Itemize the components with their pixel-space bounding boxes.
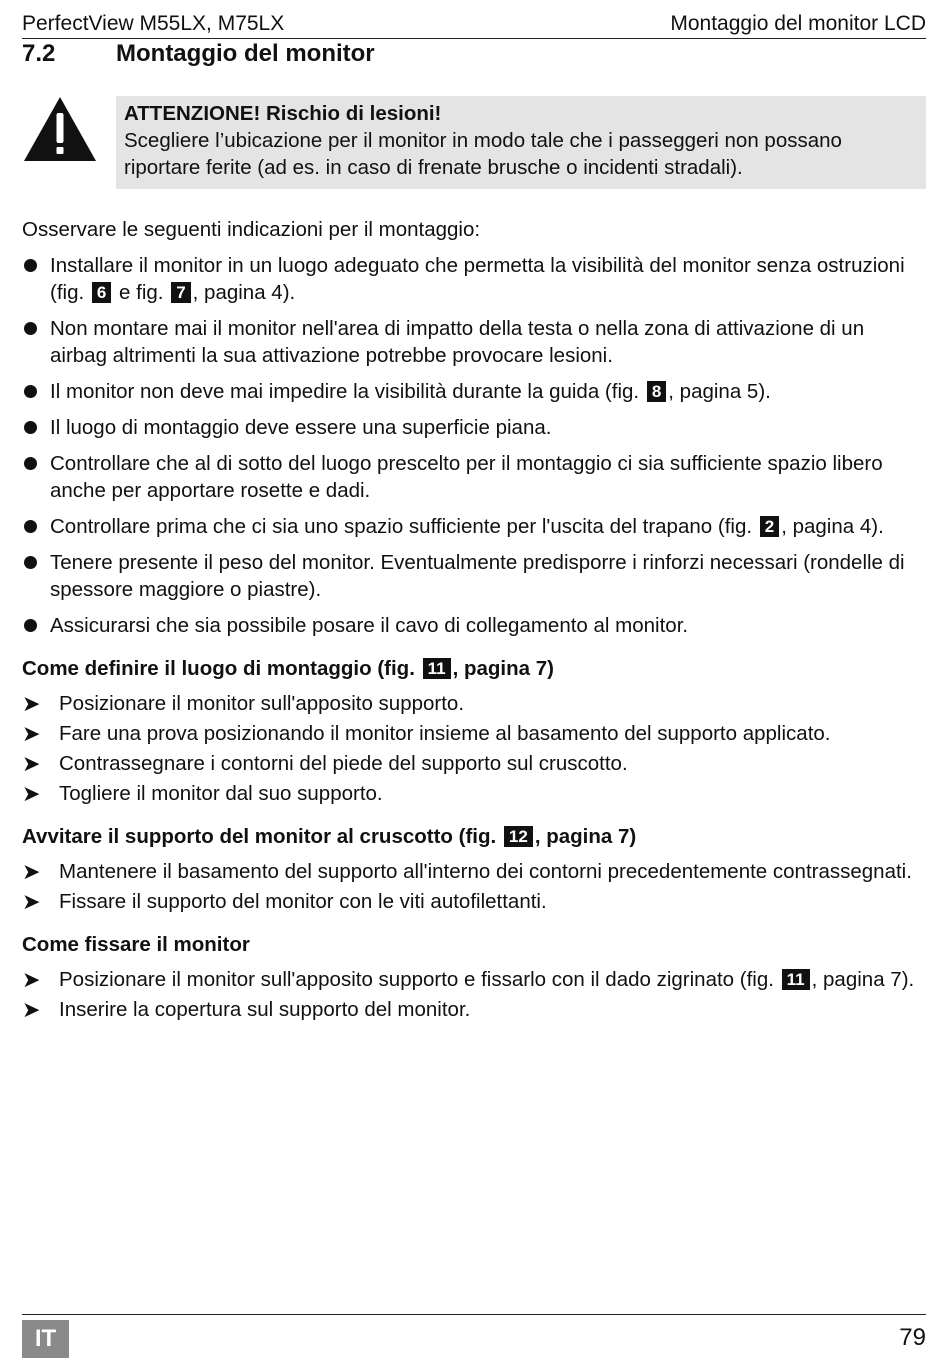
- arrow-icon: ➤: [22, 859, 41, 884]
- step-item: [22, 858, 926, 885]
- figure-reference: 11: [782, 969, 810, 990]
- text-segment: Assicurarsi che sia possibile posare il cavo di collegamento al monitor.: [50, 614, 689, 637]
- warning-triangle-icon: [22, 95, 98, 163]
- step-item: [22, 750, 926, 777]
- text-segment: Mantenere il basamento del supporto all'interno dei contorni precedentemente contrassegnati.: [59, 860, 912, 883]
- figure-reference: 6: [92, 282, 111, 303]
- arrow-icon: ➤: [22, 781, 41, 806]
- text-segment: Controllare che al di sotto del luogo prescelto per il montaggio ci sia sufficiente spazio libero anche per apportare rosette e dadi.: [50, 452, 883, 502]
- step-item: [22, 780, 926, 807]
- section-heading: Montaggio del monitor: [116, 40, 375, 67]
- text-segment: Fissare il supporto del monitor con le viti autofilettanti.: [59, 890, 547, 913]
- subsection-heading: [22, 823, 926, 850]
- text-segment: Fare una prova posizionando il monitor insieme al basamento del supporto applicato.: [59, 722, 831, 745]
- text-segment: Posizionare il monitor sull'apposito supporto.: [59, 692, 465, 715]
- text-segment: Posizionare il monitor sull'apposito supporto e fissarlo con il dado zigrinato (fig.: [59, 968, 780, 991]
- heading-text: , pagina 7): [534, 825, 637, 848]
- text-segment: Contrassegnare i contorni del piede del supporto sul cruscotto.: [59, 752, 628, 775]
- arrow-icon: ➤: [22, 967, 41, 992]
- step-item: [22, 720, 926, 747]
- text-segment: Il luogo di montaggio deve essere una superficie piana.: [50, 416, 552, 439]
- text-segment: , pagina 4).: [192, 281, 296, 304]
- bullet-item: [22, 252, 926, 306]
- step-list: [22, 966, 926, 1023]
- bullet-item: [22, 513, 926, 540]
- text-segment: Installare il monitor in un luogo adeguato che permetta la visibilità del monitor senza ostruzioni (fig.: [50, 254, 905, 304]
- text-segment: , pagina 4).: [781, 515, 884, 538]
- figure-reference: 11: [423, 658, 451, 679]
- text-segment: Inserire la copertura sul supporto del monitor.: [59, 998, 471, 1021]
- text-segment: , pagina 5).: [668, 380, 771, 403]
- bullet-item: [22, 450, 926, 504]
- page-header: [22, 6, 926, 39]
- header-product: PerfectView M55LX, M75LX: [22, 12, 285, 35]
- text-segment: Tenere presente il peso del monitor. Eventualmente predisporre i rinforzi necessari (rondelle di spessore maggiore o piastre).: [50, 551, 905, 601]
- figure-reference: 2: [760, 516, 779, 537]
- header-chapter: Montaggio del monitor LCD: [670, 12, 926, 35]
- text-segment: Il monitor non deve mai impedire la visibilità durante la guida (fig.: [50, 380, 645, 403]
- heading-text: Come definire il luogo di montaggio (fig.: [22, 657, 421, 680]
- subsection-heading: [22, 931, 926, 958]
- warning-box: [116, 96, 926, 189]
- bullet-item: [22, 315, 926, 369]
- text-segment: , pagina 7).: [811, 968, 915, 991]
- text-segment: e fig.: [113, 281, 170, 304]
- step-item: [22, 966, 926, 993]
- page-number: 79: [899, 1324, 926, 1351]
- intro-text: Osservare le seguenti indicazioni per il montaggio:: [22, 218, 481, 241]
- figure-reference: 12: [504, 826, 533, 847]
- text-segment: Controllare prima che ci sia uno spazio sufficiente per l'uscita del trapano (fig.: [50, 515, 758, 538]
- warning-text: Scegliere l’ubicazione per il monitor in modo tale che i passeggeri non possano riportare ferite (ad es. in caso di frenate brusche o incidenti stradali).: [124, 129, 842, 179]
- arrow-icon: ➤: [22, 997, 41, 1022]
- step-item: [22, 996, 926, 1023]
- arrow-icon: ➤: [22, 889, 41, 914]
- step-list: [22, 858, 926, 915]
- section-title: [22, 40, 375, 68]
- warning-title: ATTENZIONE! Rischio di lesioni!: [124, 102, 442, 125]
- heading-text: Come fissare il monitor: [22, 933, 250, 956]
- bullet-item: [22, 378, 926, 405]
- arrow-icon: ➤: [22, 691, 41, 716]
- bullet-item: [22, 414, 926, 441]
- step-item: [22, 690, 926, 717]
- step-item: [22, 888, 926, 915]
- footer-rule: [22, 1314, 926, 1315]
- heading-text: , pagina 7): [452, 657, 554, 680]
- bullet-item: [22, 549, 926, 603]
- procedure-sections: [22, 655, 926, 1023]
- mounting-notes-list: [22, 252, 926, 639]
- text-segment: Non montare mai il monitor nell'area di impatto della testa o nella zona di attivazione di un airbag altrimenti la sua attivazione potrebbe provocare lesioni.: [50, 317, 865, 367]
- language-badge: IT: [22, 1320, 69, 1358]
- section-number: 7.2: [22, 40, 56, 67]
- arrow-icon: ➤: [22, 751, 41, 776]
- subsection-heading: [22, 655, 926, 682]
- main-content: [22, 216, 926, 1026]
- heading-text: Avvitare il supporto del monitor al cruscotto (fig.: [22, 825, 502, 848]
- bullet-item: [22, 612, 926, 639]
- step-list: [22, 690, 926, 807]
- arrow-icon: ➤: [22, 721, 41, 746]
- figure-reference: 8: [647, 381, 666, 402]
- figure-reference: 7: [171, 282, 190, 303]
- text-segment: Togliere il monitor dal suo supporto.: [59, 782, 383, 805]
